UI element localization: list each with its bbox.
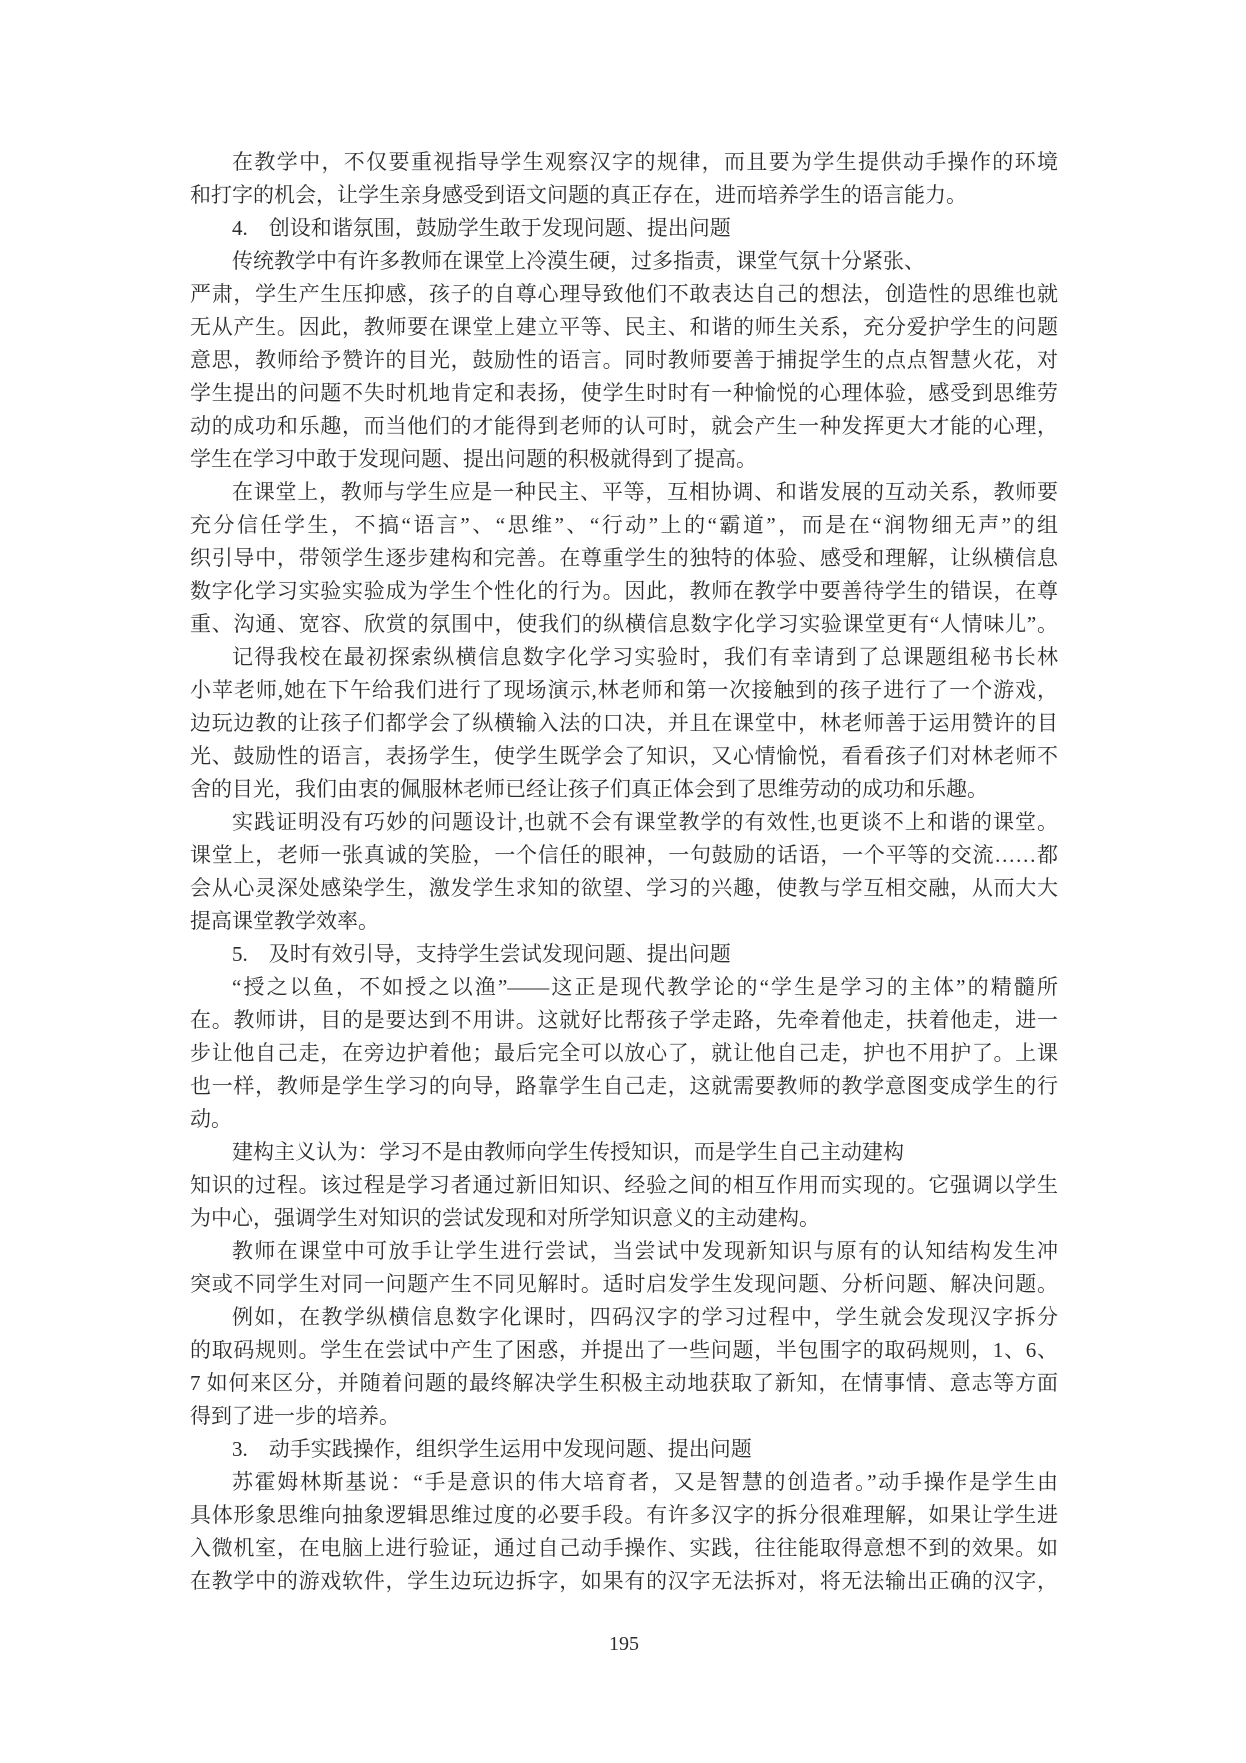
text-line: 织引导中，带领学生逐步建构和完善。在尊重学生的独特的体验、感受和理解，让纵横信息 [190,546,1058,570]
text-block [190,146,1058,1598]
text-line: 动。 [190,1107,232,1131]
text-line: 建构主义认为：学习不是由教师向学生传授知识，而是学生自己主动建构 [232,1140,904,1164]
text-line: 步让他自己走，在旁边护着他；最后完全可以放心了，就让他自己走，护也不用护了。上课 [190,1041,1058,1065]
text-line: 3. 动手实践操作，组织学生运用中发现问题、提出问题 [232,1437,752,1461]
text-line: 和打字的机会，让学生亲身感受到语文问题的真正存在，进而培养学生的语言能力。 [190,183,967,207]
text-line: 重、沟通、宽容、欣赏的氛围中，使我们的纵横信息数字化学习实验课堂更有“人情味儿”。 [190,612,1058,636]
text-line: 会从心灵深处感染学生，激发学生求知的欲望、学习的兴趣，使教与学互相交融，从而大大 [190,876,1058,900]
text-line: 课堂上，老师一张真诚的笑脸，一个信任的眼神，一句鼓励的话语，一个平等的交流……都 [190,843,1058,867]
text-line: 意思，教师给予赞许的目光，鼓励性的语言。同时教师要善于捕捉学生的点点智慧火花，对 [190,348,1058,372]
text-line: 在教学中，不仅要重视指导学生观察汉字的规律，而且要为学生提供动手操作的环境 [232,150,1058,174]
text-line: 记得我校在最初探索纵横信息数字化学习实验时，我们有幸请到了总课题组秘书长林 [232,645,1058,669]
text-line: 学生在学习中敢于发现问题、提出问题的积极就得到了提高。 [190,447,757,471]
text-line: 在课堂上，教师与学生应是一种民主、平等，互相协调、和谐发展的互动关系，教师要 [232,480,1058,504]
text-line: 传统教学中有许多教师在课堂上冷漠生硬，过多指责，课堂气氛十分紧张、 [232,249,925,273]
text-line: 突或不同学生对同一问题产生不同见解时。适时启发学生发现问题、分析问题、解决问题。 [190,1272,1058,1296]
text-line: 无从产生。因此，教师要在课堂上建立平等、民主、和谐的师生关系，充分爱护学生的问题 [190,315,1058,339]
text-line: 动的成功和乐趣，而当他们的才能得到老师的认可时，就会产生一种发挥更大才能的心理， [190,414,1058,438]
text-line: “授之以鱼，不如授之以渔”——这正是现代教学论的“学生是学习的主体”的精髓所 [232,975,1058,999]
text-line: 舍的目光，我们由衷的佩服林老师已经让孩子们真正体会到了思维劳动的成功和乐趣。 [190,777,988,801]
text-line: 为中心，强调学生对知识的尝试发现和对所学知识意义的主动建构。 [190,1206,820,1230]
text-line: 严肃，学生产生压抑感，孩子的自尊心理导致他们不敢表达自己的想法，创造性的思维也就 [190,282,1058,306]
text-line: 的取码规则。学生在尝试中产生了困惑，并提出了一些问题，半包围字的取码规则，1、6、 [190,1338,1058,1362]
text-line: 也一样，教师是学生学习的向导，路靠学生自己走，这就需要教师的教学意图变成学生的行 [190,1074,1058,1098]
text-line: 在教学中的游戏软件，学生边玩边拆字，如果有的汉字无法拆对，将无法输出正确的汉字， [190,1569,1058,1593]
text-line: 提高课堂教学效率。 [190,909,379,933]
text-line: 充分信任学生，不搞“语言”、“思维”、“行动”上的“霸道”，而是在“润物细无声”的组 [190,513,1058,537]
text-line: 苏霍姆林斯基说：“手是意识的伟大培育者，又是智慧的创造者。”动手操作是学生由 [232,1470,1058,1494]
text-line: 得到了进一步的培养。 [190,1404,400,1428]
text-line: 5. 及时有效引导，支持学生尝试发现问题、提出问题 [232,942,731,966]
text-line: 知识的过程。该过程是学习者通过新旧知识、经验之间的相互作用而实现的。它强调以学生 [190,1173,1058,1197]
text-line: 4. 创设和谐氛围，鼓励学生敢于发现问题、提出问题 [232,216,731,240]
text-line: 在。教师讲，目的是要达到不用讲。这就好比帮孩子学走路，先牵着他走，扶着他走，进一 [190,1008,1058,1032]
text-line: 例如，在教学纵横信息数字化课时，四码汉字的学习过程中，学生就会发现汉字拆分 [232,1305,1058,1329]
page-number: 195 [609,1633,639,1655]
text-line: 边玩边教的让孩子们都学会了纵横输入法的口决，并且在课堂中，林老师善于运用赞许的目 [190,711,1058,735]
text-line: 光、鼓励性的语言，表扬学生，使学生既学会了知识，又心情愉悦，看看孩子们对林老师不 [190,744,1058,768]
text-line: 数字化学习实验实验成为学生个性化的行为。因此，教师在教学中要善待学生的错误，在尊 [190,579,1058,603]
text-line: 实践证明没有巧妙的问题设计,也就不会有课堂教学的有效性,也更谈不上和谐的课堂。 [232,810,1058,834]
text-line: 学生提出的问题不失时机地肯定和表扬，使学生时时有一种愉悦的心理体验，感受到思维劳 [190,381,1058,405]
text-line: 教师在课堂中可放手让学生进行尝试，当尝试中发现新知识与原有的认知结构发生冲 [232,1239,1058,1263]
text-line: 7 如何来区分，并随着问题的最终解决学生积极主动地获取了新知，在情事情、意志等方面 [190,1371,1058,1395]
text-line: 入微机室，在电脑上进行验证，通过自己动手操作、实践，往往能取得意想不到的效果。如 [190,1536,1058,1560]
text-line: 具体形象思维向抽象逻辑思维过度的必要手段。有许多汉字的拆分很难理解，如果让学生进 [190,1503,1058,1527]
text-line: 小苹老师,她在下午给我们进行了现场演示,林老师和第一次接触到的孩子进行了一个游戏， [190,678,1058,702]
